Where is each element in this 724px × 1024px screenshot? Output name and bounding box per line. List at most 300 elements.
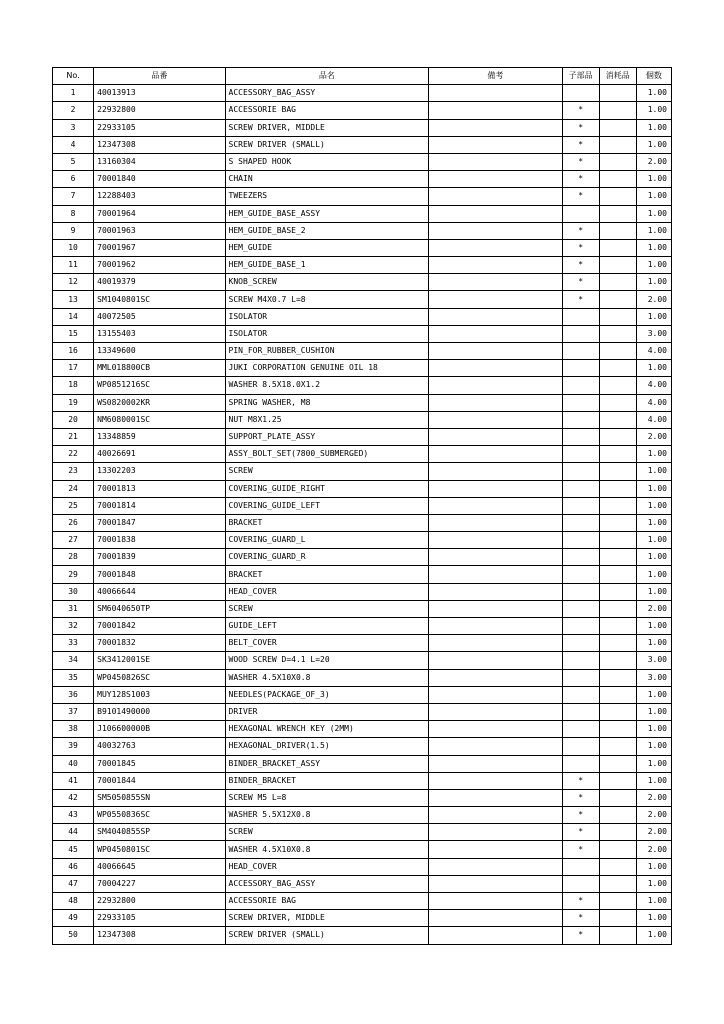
cell-no: 20 [53, 411, 94, 428]
cell-remarks [429, 755, 562, 772]
table-row [53, 549, 672, 566]
cell-no: 28 [53, 549, 94, 566]
header-row [53, 68, 672, 85]
cell-remarks [429, 893, 562, 910]
cell-quantity: 1.00 [636, 893, 671, 910]
cell-quantity: 1.00 [636, 463, 671, 480]
cell-part-name: TWEEZERS [225, 188, 429, 205]
header-part-number: 品番 [94, 68, 225, 85]
cell-quantity: 1.00 [636, 222, 671, 239]
cell-consumable [599, 119, 636, 136]
cell-remarks [429, 841, 562, 858]
table-row [53, 721, 672, 738]
cell-sub-part: * [562, 824, 599, 841]
cell-quantity: 1.00 [636, 618, 671, 635]
cell-sub-part [562, 875, 599, 892]
cell-consumable [599, 360, 636, 377]
cell-part-name: COVERING_GUIDE_LEFT [225, 497, 429, 514]
cell-no: 41 [53, 772, 94, 789]
cell-sub-part [562, 549, 599, 566]
table-row [53, 652, 672, 669]
cell-consumable [599, 893, 636, 910]
cell-part-name: ASSY_BOLT_SET(7800_SUBMERGED) [225, 446, 429, 463]
table-row [53, 188, 672, 205]
cell-quantity: 1.00 [636, 686, 671, 703]
cell-consumable [599, 566, 636, 583]
table-row [53, 205, 672, 222]
cell-sub-part [562, 618, 599, 635]
cell-consumable [599, 222, 636, 239]
cell-part-number: 13302203 [94, 463, 225, 480]
cell-part-number: 70001842 [94, 618, 225, 635]
cell-sub-part [562, 428, 599, 445]
cell-sub-part: * [562, 841, 599, 858]
cell-part-name: ACCESSORY_BAG_ASSY [225, 875, 429, 892]
cell-remarks [429, 102, 562, 119]
cell-consumable [599, 480, 636, 497]
cell-remarks [429, 171, 562, 188]
cell-sub-part [562, 411, 599, 428]
cell-consumable [599, 188, 636, 205]
cell-part-number: 70001814 [94, 497, 225, 514]
table-row [53, 789, 672, 806]
cell-part-name: CHAIN [225, 171, 429, 188]
cell-sub-part [562, 669, 599, 686]
table-row [53, 153, 672, 170]
cell-no: 36 [53, 686, 94, 703]
cell-remarks [429, 222, 562, 239]
cell-quantity: 2.00 [636, 600, 671, 617]
cell-remarks [429, 153, 562, 170]
table-row [53, 927, 672, 944]
cell-consumable [599, 772, 636, 789]
table-row [53, 325, 672, 342]
cell-consumable [599, 755, 636, 772]
cell-no: 5 [53, 153, 94, 170]
cell-part-name: ISOLATOR [225, 325, 429, 342]
cell-remarks [429, 377, 562, 394]
cell-part-number: 13160304 [94, 153, 225, 170]
cell-consumable [599, 858, 636, 875]
cell-consumable [599, 377, 636, 394]
cell-part-number: 40066645 [94, 858, 225, 875]
cell-remarks [429, 291, 562, 308]
cell-quantity: 1.00 [636, 119, 671, 136]
cell-no: 3 [53, 119, 94, 136]
cell-sub-part [562, 755, 599, 772]
cell-no: 8 [53, 205, 94, 222]
cell-sub-part [562, 497, 599, 514]
cell-remarks [429, 136, 562, 153]
cell-part-name: GUIDE_LEFT [225, 618, 429, 635]
cell-part-number: SK3412001SE [94, 652, 225, 669]
cell-remarks [429, 652, 562, 669]
cell-remarks [429, 807, 562, 824]
cell-sub-part [562, 600, 599, 617]
table-row [53, 910, 672, 927]
cell-no: 38 [53, 721, 94, 738]
cell-sub-part [562, 377, 599, 394]
cell-part-name: DRIVER [225, 703, 429, 720]
cell-no: 31 [53, 600, 94, 617]
cell-consumable [599, 807, 636, 824]
cell-part-name: BRACKET [225, 514, 429, 531]
cell-part-name: BINDER_BRACKET [225, 772, 429, 789]
cell-remarks [429, 669, 562, 686]
table-row [53, 635, 672, 652]
cell-part-name: SCREW [225, 600, 429, 617]
cell-sub-part: * [562, 171, 599, 188]
cell-no: 48 [53, 893, 94, 910]
cell-quantity: 1.00 [636, 927, 671, 944]
cell-no: 11 [53, 257, 94, 274]
cell-consumable [599, 652, 636, 669]
cell-quantity: 1.00 [636, 755, 671, 772]
cell-consumable [599, 291, 636, 308]
cell-consumable [599, 669, 636, 686]
cell-no: 42 [53, 789, 94, 806]
table-body [53, 85, 672, 944]
table-row [53, 463, 672, 480]
cell-consumable [599, 102, 636, 119]
cell-sub-part: * [562, 893, 599, 910]
cell-part-number: 70001838 [94, 532, 225, 549]
cell-sub-part [562, 721, 599, 738]
cell-remarks [429, 618, 562, 635]
cell-part-number: 40019379 [94, 274, 225, 291]
cell-part-number: WS0820002KR [94, 394, 225, 411]
header-quantity: 個数 [636, 68, 671, 85]
cell-part-number: 13348859 [94, 428, 225, 445]
cell-sub-part: * [562, 136, 599, 153]
cell-remarks [429, 721, 562, 738]
cell-no: 18 [53, 377, 94, 394]
table-header [53, 68, 672, 85]
cell-quantity: 1.00 [636, 721, 671, 738]
cell-no: 22 [53, 446, 94, 463]
table-row [53, 755, 672, 772]
cell-part-number: 40026691 [94, 446, 225, 463]
cell-part-number: 40013913 [94, 85, 225, 102]
cell-quantity: 1.00 [636, 497, 671, 514]
cell-consumable [599, 738, 636, 755]
table-row [53, 239, 672, 256]
cell-sub-part: * [562, 789, 599, 806]
cell-quantity: 2.00 [636, 428, 671, 445]
cell-consumable [599, 841, 636, 858]
cell-no: 14 [53, 308, 94, 325]
table-row [53, 274, 672, 291]
cell-quantity: 2.00 [636, 807, 671, 824]
cell-no: 34 [53, 652, 94, 669]
cell-part-number: 13349600 [94, 343, 225, 360]
cell-part-number: 70001962 [94, 257, 225, 274]
cell-remarks [429, 325, 562, 342]
cell-sub-part: * [562, 153, 599, 170]
cell-sub-part: * [562, 188, 599, 205]
cell-part-name: BINDER_BRACKET_ASSY [225, 755, 429, 772]
cell-sub-part: * [562, 910, 599, 927]
table-row [53, 480, 672, 497]
cell-no: 40 [53, 755, 94, 772]
cell-sub-part: * [562, 257, 599, 274]
table-row [53, 497, 672, 514]
cell-quantity: 1.00 [636, 85, 671, 102]
table-row [53, 222, 672, 239]
cell-remarks [429, 583, 562, 600]
cell-remarks [429, 257, 562, 274]
cell-sub-part [562, 85, 599, 102]
cell-consumable [599, 239, 636, 256]
cell-remarks [429, 858, 562, 875]
cell-part-name: ACCESSORIE BAG [225, 893, 429, 910]
cell-sub-part: * [562, 222, 599, 239]
table-row [53, 360, 672, 377]
cell-consumable [599, 703, 636, 720]
cell-sub-part: * [562, 927, 599, 944]
cell-remarks [429, 188, 562, 205]
cell-remarks [429, 514, 562, 531]
header-remarks: 備考 [429, 68, 562, 85]
cell-quantity: 1.00 [636, 703, 671, 720]
table-row [53, 102, 672, 119]
cell-part-name: HEAD_COVER [225, 583, 429, 600]
cell-consumable [599, 927, 636, 944]
cell-part-number: 22933105 [94, 119, 225, 136]
table-row [53, 583, 672, 600]
cell-part-number: 70001813 [94, 480, 225, 497]
cell-part-number: 70001963 [94, 222, 225, 239]
cell-sub-part: * [562, 274, 599, 291]
cell-part-name: SCREW M5 L=8 [225, 789, 429, 806]
cell-part-number: SM4040855SP [94, 824, 225, 841]
cell-consumable [599, 721, 636, 738]
cell-quantity: 4.00 [636, 343, 671, 360]
cell-sub-part [562, 858, 599, 875]
cell-part-number: 13155403 [94, 325, 225, 342]
cell-quantity: 1.00 [636, 583, 671, 600]
cell-no: 4 [53, 136, 94, 153]
cell-sub-part [562, 360, 599, 377]
cell-no: 30 [53, 583, 94, 600]
cell-part-name: HEM_GUIDE [225, 239, 429, 256]
cell-no: 44 [53, 824, 94, 841]
cell-part-name: ACCESSORIE BAG [225, 102, 429, 119]
cell-quantity: 3.00 [636, 325, 671, 342]
table-row [53, 600, 672, 617]
cell-part-number: 40072505 [94, 308, 225, 325]
cell-quantity: 1.00 [636, 171, 671, 188]
cell-sub-part [562, 686, 599, 703]
cell-part-name: HEM_GUIDE_BASE_2 [225, 222, 429, 239]
cell-part-number: MUY128S1003 [94, 686, 225, 703]
cell-quantity: 1.00 [636, 635, 671, 652]
cell-sub-part [562, 205, 599, 222]
cell-no: 13 [53, 291, 94, 308]
table-row [53, 171, 672, 188]
table-row [53, 85, 672, 102]
cell-remarks [429, 566, 562, 583]
cell-remarks [429, 600, 562, 617]
table-row [53, 411, 672, 428]
cell-no: 43 [53, 807, 94, 824]
cell-part-name: PIN_FOR_RUBBER_CUSHION [225, 343, 429, 360]
cell-quantity: 1.00 [636, 205, 671, 222]
cell-consumable [599, 274, 636, 291]
cell-no: 33 [53, 635, 94, 652]
cell-no: 39 [53, 738, 94, 755]
parts-list-table [52, 67, 672, 945]
cell-consumable [599, 446, 636, 463]
cell-sub-part [562, 514, 599, 531]
header-consumable: 消耗品 [599, 68, 636, 85]
cell-no: 46 [53, 858, 94, 875]
cell-consumable [599, 411, 636, 428]
header-sub-part: 子部品 [562, 68, 599, 85]
cell-part-number: 12347308 [94, 927, 225, 944]
cell-consumable [599, 635, 636, 652]
cell-no: 35 [53, 669, 94, 686]
cell-consumable [599, 618, 636, 635]
cell-part-name: ISOLATOR [225, 308, 429, 325]
cell-no: 32 [53, 618, 94, 635]
cell-remarks [429, 910, 562, 927]
cell-part-number: 40032763 [94, 738, 225, 755]
cell-sub-part: * [562, 119, 599, 136]
cell-remarks [429, 360, 562, 377]
cell-consumable [599, 875, 636, 892]
cell-quantity: 1.00 [636, 308, 671, 325]
cell-sub-part [562, 566, 599, 583]
cell-part-number: NM6080001SC [94, 411, 225, 428]
cell-quantity: 1.00 [636, 102, 671, 119]
cell-consumable [599, 514, 636, 531]
cell-part-number: SM5050855SN [94, 789, 225, 806]
cell-part-name: SCREW [225, 463, 429, 480]
cell-sub-part [562, 325, 599, 342]
cell-consumable [599, 789, 636, 806]
cell-consumable [599, 532, 636, 549]
cell-quantity: 4.00 [636, 411, 671, 428]
cell-no: 23 [53, 463, 94, 480]
cell-no: 10 [53, 239, 94, 256]
table-row [53, 875, 672, 892]
cell-no: 6 [53, 171, 94, 188]
cell-sub-part: * [562, 807, 599, 824]
cell-part-number: SM6040650TP [94, 600, 225, 617]
cell-quantity: 4.00 [636, 377, 671, 394]
cell-sub-part [562, 480, 599, 497]
cell-part-name: SUPPORT_PLATE_ASSY [225, 428, 429, 445]
cell-sub-part [562, 635, 599, 652]
cell-remarks [429, 480, 562, 497]
cell-part-name: HEXAGONAL_DRIVER(1.5) [225, 738, 429, 755]
table-row [53, 618, 672, 635]
cell-no: 21 [53, 428, 94, 445]
table-row [53, 893, 672, 910]
cell-part-name: WASHER 4.5X10X0.8 [225, 669, 429, 686]
cell-sub-part [562, 343, 599, 360]
cell-consumable [599, 686, 636, 703]
cell-remarks [429, 239, 562, 256]
cell-no: 26 [53, 514, 94, 531]
cell-quantity: 1.00 [636, 514, 671, 531]
cell-sub-part: * [562, 291, 599, 308]
table-row [53, 136, 672, 153]
cell-consumable [599, 600, 636, 617]
table-row [53, 257, 672, 274]
cell-remarks [429, 463, 562, 480]
cell-part-name: SPRING WASHER, M8 [225, 394, 429, 411]
cell-sub-part [562, 703, 599, 720]
cell-part-name: SCREW DRIVER (SMALL) [225, 927, 429, 944]
cell-remarks [429, 686, 562, 703]
cell-part-number: J106600000B [94, 721, 225, 738]
cell-no: 24 [53, 480, 94, 497]
cell-remarks [429, 703, 562, 720]
cell-no: 7 [53, 188, 94, 205]
cell-part-number: 70001832 [94, 635, 225, 652]
cell-remarks [429, 411, 562, 428]
cell-part-name: SCREW DRIVER, MIDDLE [225, 119, 429, 136]
cell-part-number: 70001844 [94, 772, 225, 789]
cell-consumable [599, 136, 636, 153]
table-row [53, 308, 672, 325]
cell-sub-part: * [562, 102, 599, 119]
cell-quantity: 1.00 [636, 136, 671, 153]
cell-remarks [429, 549, 562, 566]
cell-remarks [429, 394, 562, 411]
cell-remarks [429, 119, 562, 136]
cell-part-number: B9101490000 [94, 703, 225, 720]
table-row [53, 428, 672, 445]
cell-quantity: 1.00 [636, 875, 671, 892]
cell-no: 50 [53, 927, 94, 944]
cell-remarks [429, 428, 562, 445]
cell-quantity: 2.00 [636, 789, 671, 806]
cell-no: 15 [53, 325, 94, 342]
cell-part-number: WP0450801SC [94, 841, 225, 858]
table-row [53, 394, 672, 411]
cell-remarks [429, 85, 562, 102]
cell-consumable [599, 343, 636, 360]
cell-sub-part: * [562, 772, 599, 789]
cell-remarks [429, 274, 562, 291]
table-row [53, 532, 672, 549]
cell-no: 16 [53, 343, 94, 360]
cell-sub-part [562, 583, 599, 600]
cell-no: 12 [53, 274, 94, 291]
cell-consumable [599, 497, 636, 514]
cell-part-name: NEEDLES(PACKAGE_OF_3) [225, 686, 429, 703]
table-row [53, 291, 672, 308]
cell-quantity: 1.00 [636, 480, 671, 497]
cell-quantity: 1.00 [636, 738, 671, 755]
cell-consumable [599, 85, 636, 102]
cell-no: 1 [53, 85, 94, 102]
cell-consumable [599, 910, 636, 927]
table-row [53, 514, 672, 531]
cell-quantity: 4.00 [636, 394, 671, 411]
cell-sub-part [562, 652, 599, 669]
cell-sub-part: * [562, 239, 599, 256]
cell-part-number: 22932800 [94, 102, 225, 119]
cell-part-number: 70001840 [94, 171, 225, 188]
table-row [53, 841, 672, 858]
cell-consumable [599, 428, 636, 445]
cell-part-number: 70004227 [94, 875, 225, 892]
cell-quantity: 1.00 [636, 910, 671, 927]
